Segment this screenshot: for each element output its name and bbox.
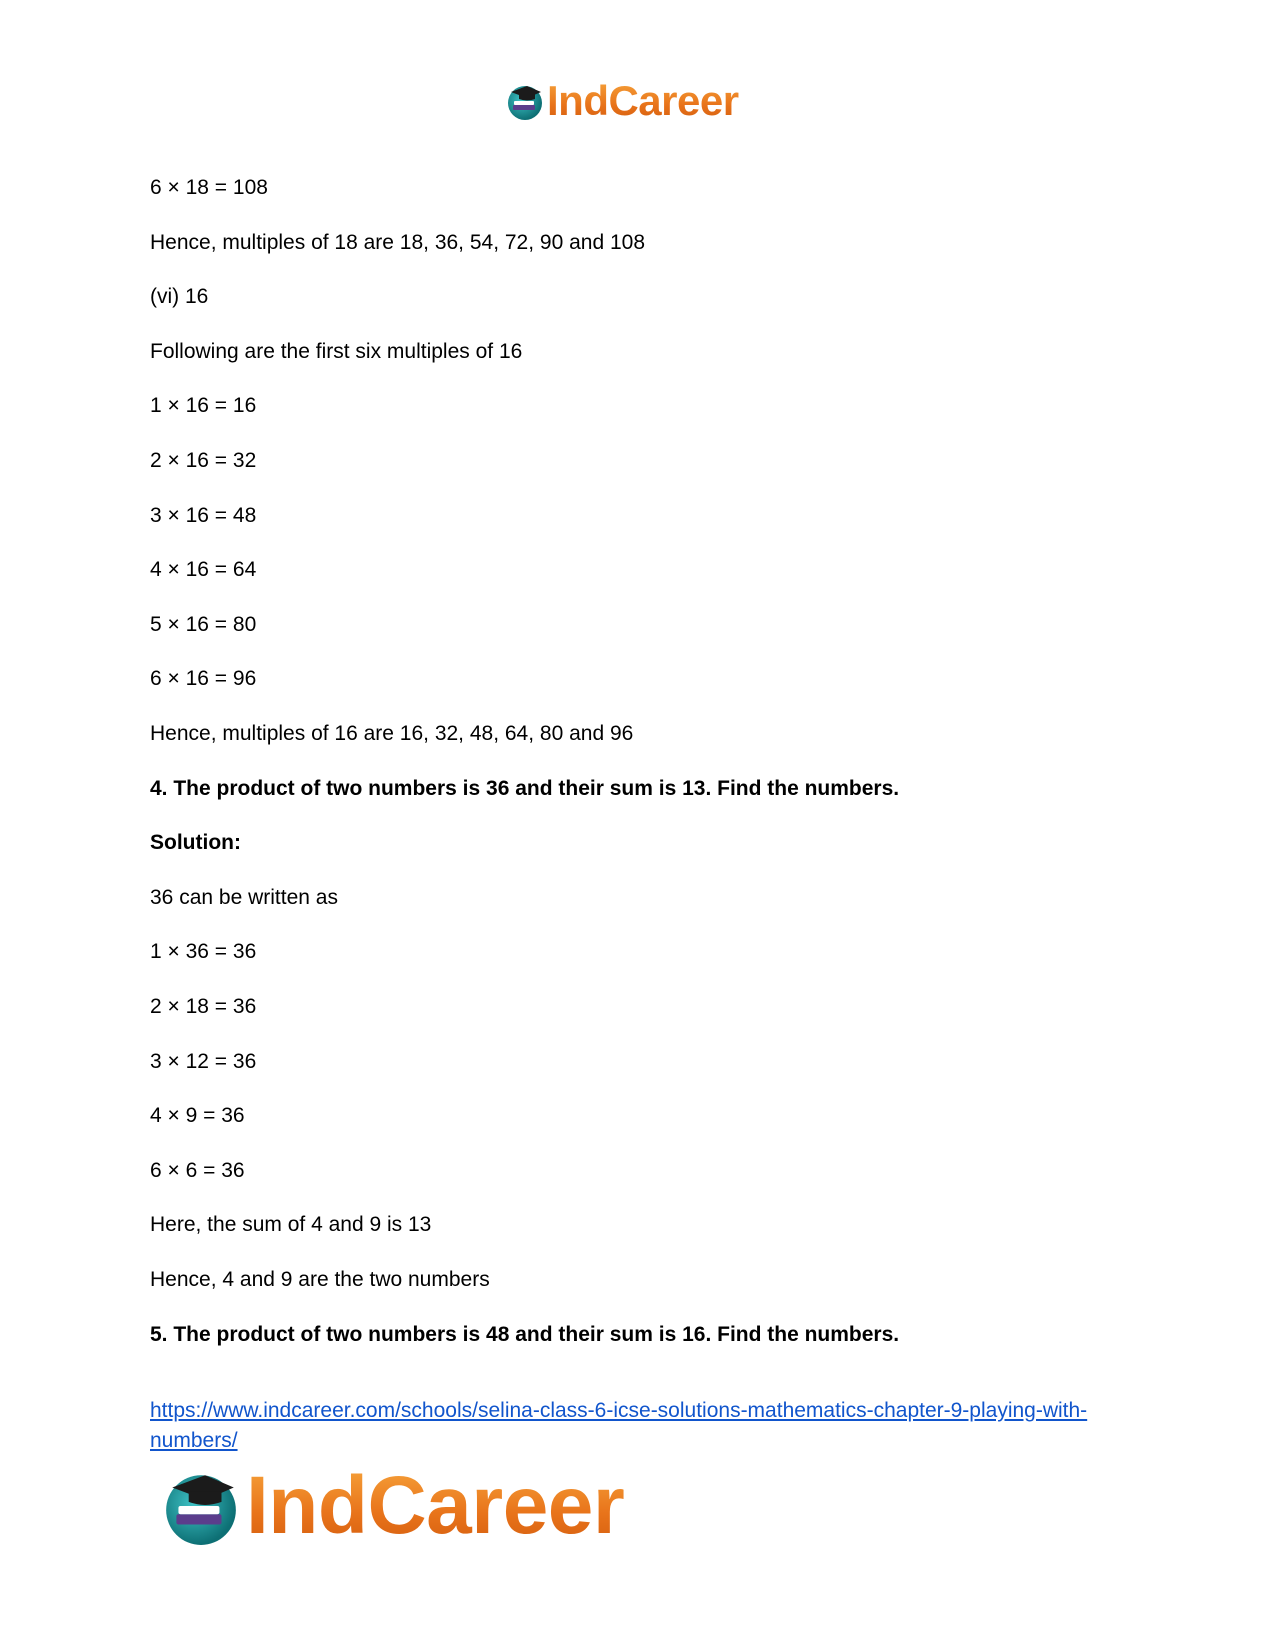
brand-name: IndCareer <box>547 77 739 124</box>
graduation-globe-icon <box>160 1465 242 1547</box>
text-line: Following are the first six multiples of 16 <box>150 340 523 363</box>
text-line: 1 × 36 = 36 <box>150 940 257 963</box>
text-line: 6 × 18 = 108 <box>150 176 268 199</box>
text-line: 4 × 9 = 36 <box>150 1104 245 1127</box>
text-line: 2 × 16 = 32 <box>150 449 257 472</box>
text-line: (vi) 16 <box>150 285 209 308</box>
text-line: 36 can be written as <box>150 886 338 909</box>
text-line: 1 × 16 = 16 <box>150 394 257 417</box>
graduation-globe-icon <box>505 81 545 121</box>
text-line: 3 × 16 = 48 <box>150 504 257 527</box>
text-line: Hence, multiples of 18 are 18, 36, 54, 72, 90 and 108 <box>150 231 646 254</box>
question-heading: Solution: <box>150 831 241 854</box>
header-logo <box>505 77 739 124</box>
question-heading: 5. The product of two numbers is 48 and their sum is 16. Find the numbers. <box>150 1323 900 1346</box>
footer-logo <box>160 1460 625 1551</box>
text-line: 4 × 16 = 64 <box>150 558 257 581</box>
text-line: 6 × 6 = 36 <box>150 1159 245 1182</box>
text-line: 5 × 16 = 80 <box>150 613 257 636</box>
text-line: Hence, 4 and 9 are the two numbers <box>150 1268 490 1291</box>
source-link[interactable]: https://www.indcareer.com/schools/selina-class-6-icse-solutions-mathematics-chapter-9-playing-with-numbers/ <box>150 1399 1088 1452</box>
text-line: Hence, multiples of 16 are 16, 32, 48, 64, 80 and 96 <box>150 722 634 745</box>
text-line: 3 × 12 = 36 <box>150 1050 257 1073</box>
question-heading: 4. The product of two numbers is 36 and their sum is 13. Find the numbers. <box>150 777 900 800</box>
text-line: 2 × 18 = 36 <box>150 995 257 1018</box>
text-line: Here, the sum of 4 and 9 is 13 <box>150 1213 432 1236</box>
brand-name: IndCareer <box>246 1460 625 1551</box>
text-line: 6 × 16 = 96 <box>150 667 257 690</box>
